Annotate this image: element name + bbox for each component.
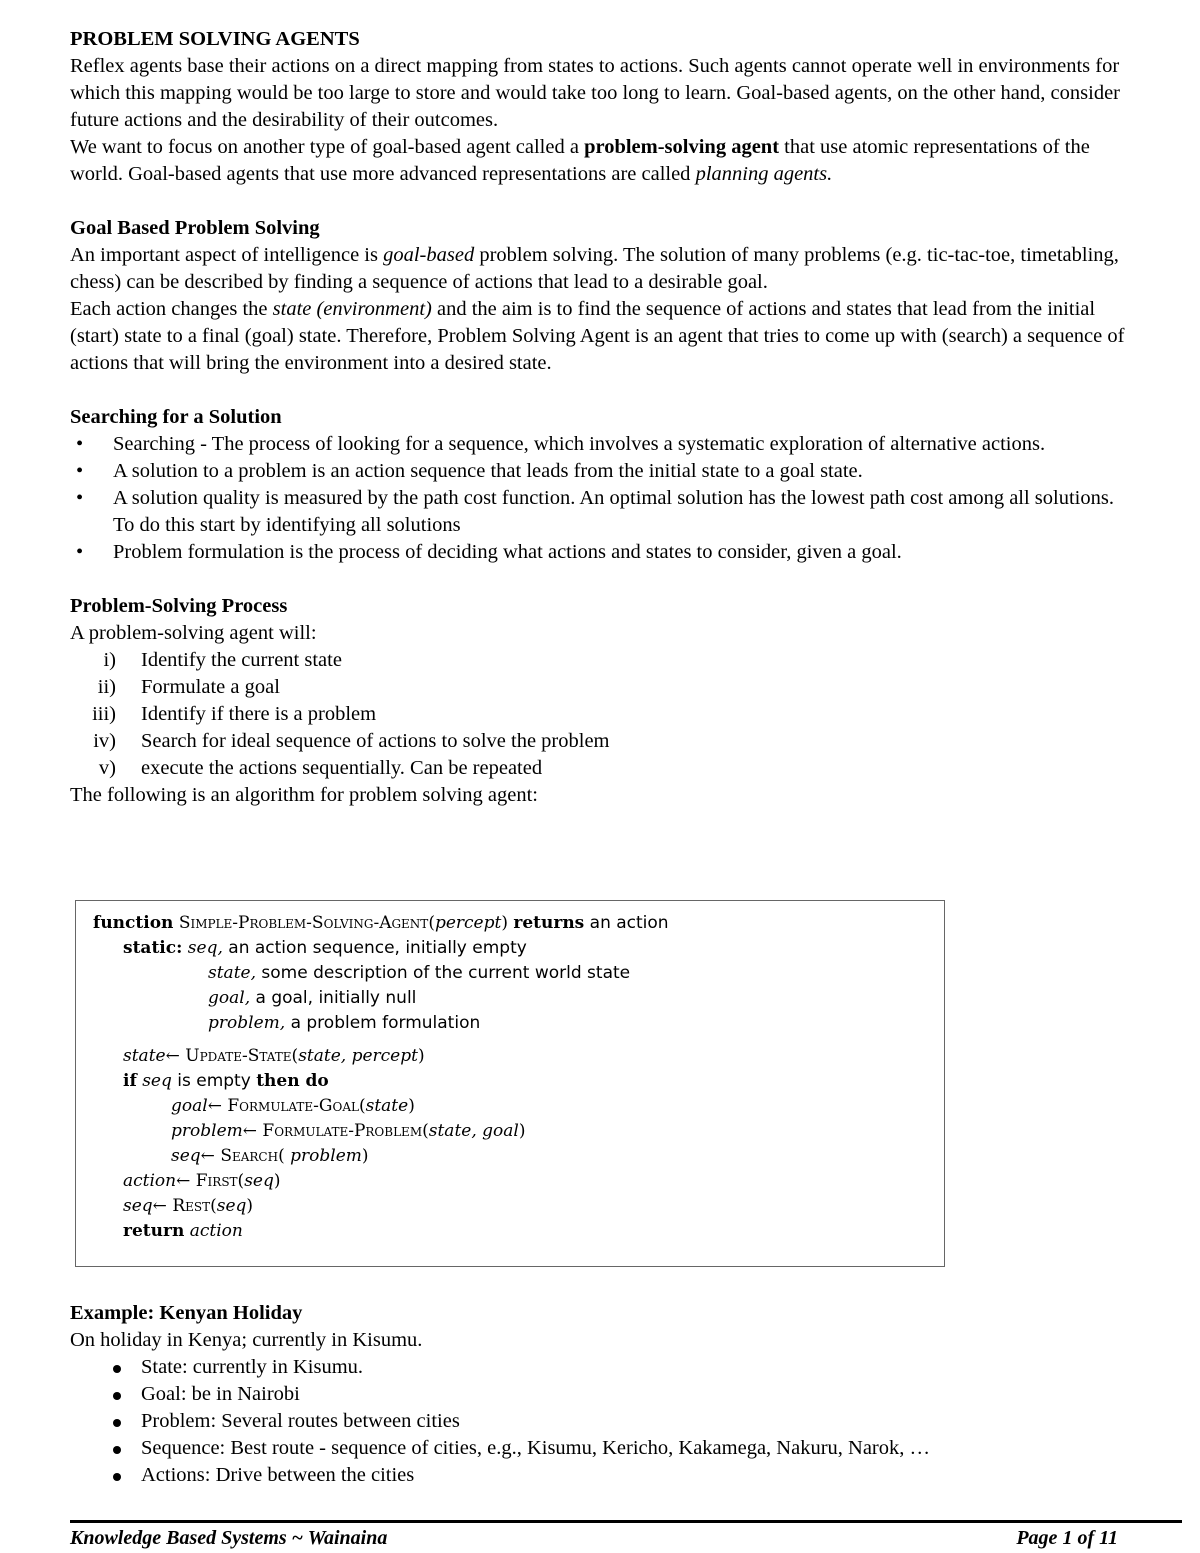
list-item: ii) Formulate a goal bbox=[97, 676, 280, 698]
example-lead: On holiday in Kenya; currently in Kisumu. bbox=[70, 1329, 423, 1351]
list-item: Actions: Drive between the cities bbox=[70, 1462, 1140, 1489]
algo-line-static: static: seq, an action sequence, initially empty bbox=[123, 938, 527, 958]
list-item: iv) Search for ideal sequence of actions to solve the problem bbox=[93, 730, 610, 752]
document-body bbox=[70, 26, 1140, 809]
footer-divider bbox=[70, 1520, 1182, 1523]
algorithm-box bbox=[75, 900, 945, 1267]
process-after: The following is an algorithm for problem solving agent: bbox=[70, 784, 538, 806]
section-title-example: Example: Kenyan Holiday bbox=[70, 1302, 303, 1324]
list-item: iii) Identify if there is a problem bbox=[92, 703, 377, 725]
section-title-searching: Searching for a Solution bbox=[70, 406, 282, 428]
algo-line-first: action← First(seq) bbox=[123, 1171, 281, 1191]
list-item: v) execute the actions sequentially. Can be repeated bbox=[98, 757, 543, 779]
footer-page-number: Page 1 of 11 bbox=[1016, 1527, 1118, 1549]
algo-line-static-2: state, some description of the current world state bbox=[208, 963, 631, 983]
list-item: • A solution to a problem is an action sequence that leads from the initial state to a goal state. bbox=[76, 460, 863, 482]
goal-paragraph-1: An important aspect of intelligence is goal-based problem solving. The solution of many problems (e.g. tic-tac-toe, timetabling, chess) can be described by finding a sequence of actions that lead to a desirable goal. bbox=[70, 244, 1119, 293]
algo-line-formulate-problem: problem← Formulate-Problem(state, goal) bbox=[171, 1121, 526, 1141]
example-list bbox=[70, 1354, 1140, 1489]
goal-paragraph-2: Each action changes the state (environment) and the aim is to find the sequence of actions and states that lead from the initial (start) state to a final (goal) state. Therefore, Problem Solving Agent is an agent that tries to come up with (search) a sequence of actions that will bring the environment into a desired state. bbox=[70, 298, 1125, 374]
searching-list bbox=[70, 431, 1140, 566]
section-title-process: Problem-Solving Process bbox=[70, 595, 288, 617]
example-section bbox=[70, 1300, 1140, 1489]
algo-line-formulate-goal: goal← Formulate-Goal(state) bbox=[171, 1096, 415, 1116]
list-item: • Searching - The process of looking for a sequence, which involves a systematic exploration of alternative actions. bbox=[76, 433, 1046, 455]
algo-line-static-3: goal, a goal, initially null bbox=[208, 988, 417, 1008]
list-item: State: currently in Kisumu. bbox=[70, 1354, 1140, 1381]
section-title-problem-solving-agents: PROBLEM SOLVING AGENTS bbox=[70, 28, 360, 50]
list-item: Problem: Several routes between cities bbox=[70, 1408, 1140, 1435]
process-lead: A problem-solving agent will: bbox=[70, 622, 317, 644]
list-item: Sequence: Best route - sequence of cities, e.g., Kisumu, Kericho, Kakamega, Nakuru, Narok, … bbox=[70, 1435, 1140, 1462]
intro-paragraph-1: Reflex agents base their actions on a direct mapping from states to actions. Such agents cannot operate well in environments for which this mapping would be too large to store and would take too long to learn. Goal-based agents, on the other hand, consider future actions and the desirability of their outcomes. bbox=[70, 55, 1121, 131]
algo-line-return: return action bbox=[123, 1221, 243, 1241]
algo-line-update-state: state← Update-State(state, percept) bbox=[123, 1046, 425, 1066]
list-item: • A solution quality is measured by the path cost function. An optimal solution has the lowest path cost among all solutions. To do this start by identifying all solutions bbox=[76, 487, 1114, 536]
algo-line-search: seq← Search( problem) bbox=[171, 1146, 369, 1166]
section-title-goal-based: Goal Based Problem Solving bbox=[70, 217, 320, 239]
list-item: • Problem formulation is the process of deciding what actions and states to consider, given a goal. bbox=[76, 541, 902, 563]
algo-line-if: if seq is empty then do bbox=[123, 1071, 329, 1091]
list-item: Goal: be in Nairobi bbox=[70, 1381, 1140, 1408]
algo-line-function: function Simple-Problem-Solving-Agent(percept) returns an action bbox=[93, 913, 669, 933]
process-steps bbox=[70, 647, 1140, 782]
list-item: i) Identify the current state bbox=[103, 649, 342, 671]
footer-left: Knowledge Based Systems ~ Wainaina bbox=[70, 1527, 388, 1549]
intro-paragraph-2: We want to focus on another type of goal-based agent called a problem-solving agent that use atomic representations of the world. Goal-based agents that use more advanced representations are called planning agents. bbox=[70, 136, 1090, 185]
algo-line-rest: seq← Rest(seq) bbox=[123, 1196, 254, 1216]
algo-line-static-4: problem, a problem formulation bbox=[208, 1013, 481, 1033]
